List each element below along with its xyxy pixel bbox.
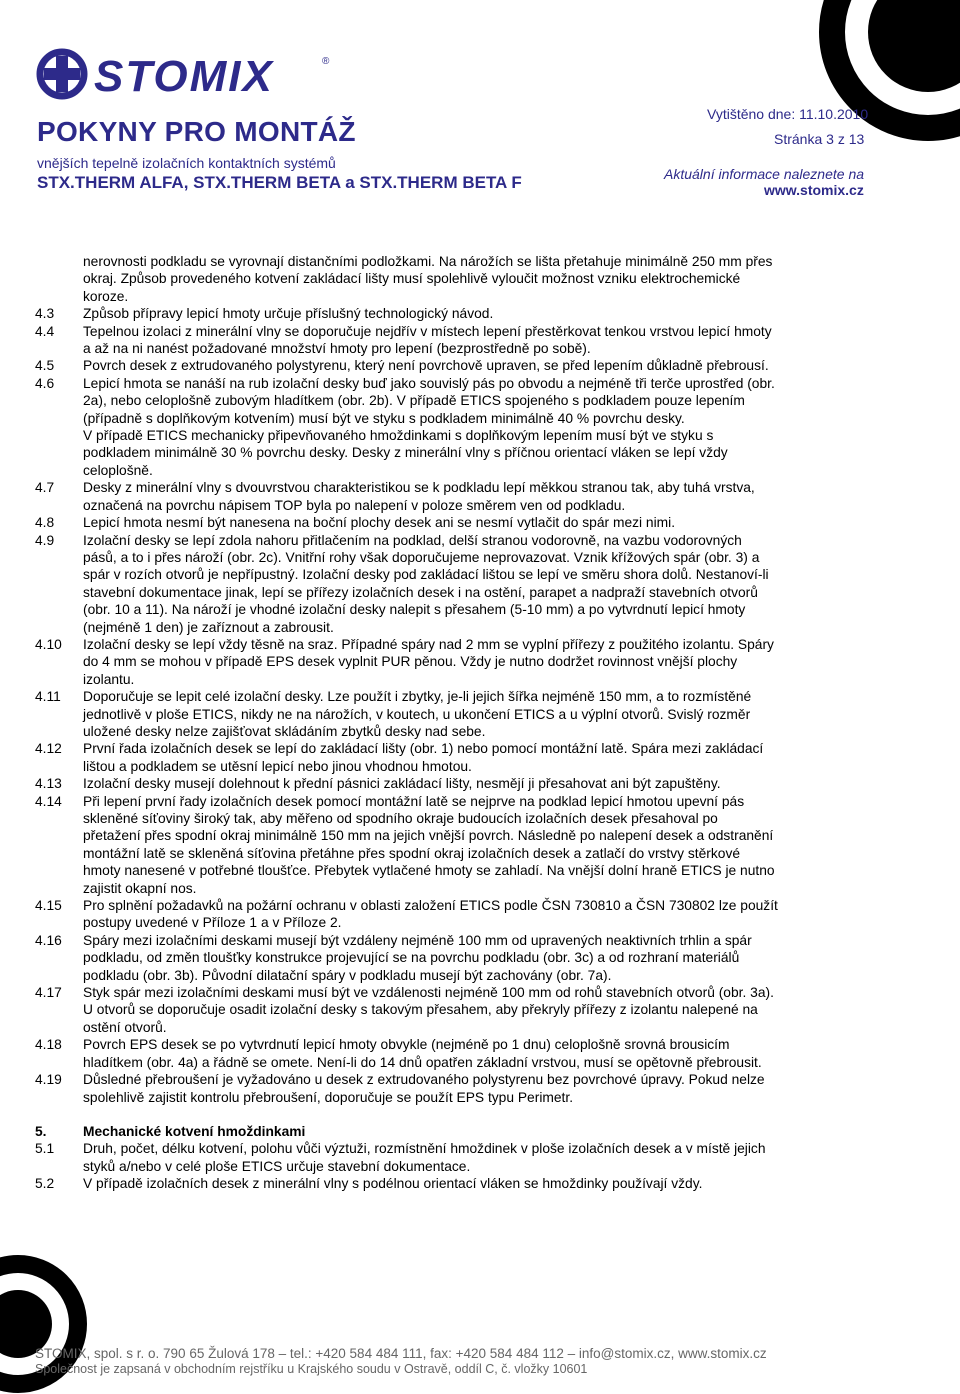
stomix-logo-icon <box>36 48 336 100</box>
text-line: izolantu. <box>83 671 135 687</box>
text-line: Při lepení první řady izolačních desek pomocí montážní latě se nejprve na podklad lepicí hmotou upevní pás <box>83 793 745 809</box>
numbered-item <box>35 793 875 897</box>
section-number: 5. <box>35 1123 47 1139</box>
numbered-item <box>35 740 875 775</box>
text-line: (případně s doplňkovým kotvením) musí být ve styku s podkladem minimálně 40 % povrchu desky. <box>83 410 685 426</box>
item-text <box>83 636 875 688</box>
item-number: 4.13 <box>35 776 62 792</box>
systems-title: STX.THERM ALFA, STX.THERM BETA a STX.THERM BETA F <box>37 173 522 192</box>
website-link[interactable]: www.stomix.cz <box>764 182 864 198</box>
item-text <box>83 984 875 1036</box>
numbered-item <box>35 1071 875 1106</box>
text-line: podkladu, od změn tloušťky konstrukce projevující se na povrchu podkladu (obr. 3c) a od rozhraní materiálů <box>83 950 740 966</box>
text-line: do 4 mm se mohou v případě EPS desek vyplnit PUR pěnou. Vždy je nutno dodržet rovinnost vnější plochy <box>83 654 738 670</box>
numbered-item <box>35 1175 875 1192</box>
text-line: jednotlivě v ploše ETICS, nikdy ne na nárožích, v koutech, u ukončení ETICS a u výplní otvorů. Svislý rozměr <box>83 706 751 722</box>
item-text <box>83 357 875 374</box>
numbered-item <box>35 897 875 932</box>
numbered-item <box>35 688 875 740</box>
item-text <box>83 1140 875 1175</box>
text-line: uložené desky nelze zajišťovat skládáním zbytků desky nad sebe. <box>83 723 486 739</box>
item-text <box>83 305 875 322</box>
numbered-item <box>35 479 875 514</box>
text-line: celoplošně. <box>83 462 153 478</box>
item-number: 4.14 <box>35 793 62 809</box>
item-number: 4.16 <box>35 932 62 948</box>
numbered-item <box>35 775 875 792</box>
text-line: Způsob přípravy lepicí hmoty určuje příslušný technologický návod. <box>83 306 494 322</box>
item-number: 4.10 <box>35 636 62 652</box>
text-line: hladítkem (obr. 4a) a řádně se omete. Není-li do 14 dnů opatřen základní vrstvou, musí se opětovně přebrousit. <box>83 1054 762 1070</box>
text-line: koroze. <box>83 288 129 304</box>
text-line: V případě ETICS mechanicky připevňovaného hmoždinkami s doplňkovým lepením musí být ve styku s <box>83 428 714 444</box>
item-text <box>83 793 875 897</box>
items-list <box>35 305 875 1106</box>
text-line: spár v rozích otvorů je nepřípustný. Izolační desky pod zakládací lištou se lepí ve směru shora dolů. Nestanoví-li <box>83 567 769 583</box>
item-number: 5.2 <box>35 1176 55 1192</box>
item-text <box>83 775 875 792</box>
numbered-item <box>35 375 875 479</box>
text-line: Druh, počet, délku kotvení, polohu vůči výztuži, rozmístnění hmoždinek v ploše izolačních desek a v místě jejich <box>83 1141 766 1157</box>
text-line: Tepelnou izolaci z minerální vlny se doporučuje nejdřív v místech lepení přestěrkovat tenkou vrstvou lepicí hmoty <box>83 323 772 339</box>
text-line: Desky z minerální vlny s dvouvrstvou charakteristikou se k podkladu lepí měkkou stranou tak, aby tuhá vrstva, <box>83 480 755 496</box>
item-text <box>83 688 875 740</box>
numbered-item <box>35 323 875 358</box>
text-line: Lepicí hmota nesmí být nanesena na boční plochy desek ani se nesmí vytlačit do spár mezi nimi. <box>83 515 676 531</box>
text-line: Styk spár mezi izolačními deskami musí být ve vzdálenosti nejméně 100 mm od rohů stavebních otvorů (obr. 3a). <box>83 985 774 1001</box>
document-body <box>35 253 875 1193</box>
text-line: Důsledné přebroušení je vyžadováno u desek z extrudovaného polystyrenu bez povrchové úpravy. Pokud nelze <box>83 1072 765 1088</box>
item-text <box>83 514 875 531</box>
numbered-item <box>35 1036 875 1071</box>
text-line: Doporučuje se lepit celé izolační desky. Lze použít i zbytky, je-li jejich šířka nejméně 150 mm, a to rozmístěné <box>83 689 752 705</box>
text-line: První řada izolačních desek se lepí do zakládací lišty (obr. 1) nebo pomocí montážní latě. Spára mezi zakládací <box>83 741 764 757</box>
info-note: Aktuální informace naleznete na <box>664 166 865 182</box>
numbered-item <box>35 636 875 688</box>
stomix-logo <box>36 48 336 100</box>
text-line: Povrch desek z extrudovaného polystyrenu, který není povrchově upraven, se před lepením důkladně přebrousí. <box>83 358 769 374</box>
numbered-item <box>35 984 875 1036</box>
logo-text: STOMIX <box>94 52 274 100</box>
item-number: 4.17 <box>35 985 62 1001</box>
text-line: Povrch EPS desek se po vytvrdnutí lepicí hmoty obvykle (nejméně po 1 dnu) celoplošně srovná brousicím <box>83 1037 730 1053</box>
items5-list <box>35 1140 875 1192</box>
text-line: Izolační desky se lepí zdola nahoru přitlačením na podklad, delší stranou vodorovně, na vazbu vodorovných <box>83 532 742 548</box>
item-number: 4.6 <box>35 375 55 391</box>
item-number: 4.7 <box>35 480 55 496</box>
text-line: Spáry mezi izolačními deskami musejí být vzdáleny nejméně 100 mm od upravených neaktivních trhlin a spár <box>83 932 752 948</box>
text-line: označená na povrchu nápisem TOP byla po nalepení v poloze směrem ven od podkladu. <box>83 497 626 513</box>
text-line: U otvorů se doporučuje osadit izolační desky s takovým přesahem, aby překryly přířezy z izolantu nalepené na <box>83 1002 758 1018</box>
numbered-item <box>35 1140 875 1175</box>
item-text <box>83 479 875 514</box>
text-line: Izolační desky musejí dolehnout k přední pásnici zakládací lišty, nesmějí ji přesahovat ani být zapuštěny. <box>83 776 721 792</box>
printed-date: Vytištěno dne: 11.10.2010 <box>707 106 869 122</box>
item-text <box>83 897 875 932</box>
text-line: V případě izolačních desek z minerální vlny s podélnou orientací vláken se hmoždinky používají vždy. <box>83 1176 703 1192</box>
section-title: Mechanické kotvení hmoždinkami <box>83 1123 306 1139</box>
text-line: postupy uvedené v Příloze 1 a v Příloze 2. <box>83 915 342 931</box>
text-line: lištou a podkladem se utěsní lepicí nebo jinou vhodnou hmotou. <box>83 758 472 774</box>
text-line: podkladu (obr. 3b). Původní dilatační spáry v podkladu musejí být zachovány (obr. 7a). <box>83 967 612 983</box>
text-line: podkladem minimálně 30 % povrchu desky. Desky z minerální vlny s příčnou orientací vláken se lepí vždy <box>83 445 728 461</box>
item-number: 4.4 <box>35 323 55 339</box>
item-text <box>83 1175 875 1192</box>
item-text <box>83 375 875 479</box>
item-number: 4.12 <box>35 741 62 757</box>
item-number: 4.5 <box>35 358 55 374</box>
text-line: (nejméně 1 den) je zaříznout a zabrousit. <box>83 619 334 635</box>
item-text <box>83 323 875 358</box>
intro-paragraph <box>35 253 875 305</box>
text-line: styků a/nebo v celé ploše ETICS určuje stavební dokumentace. <box>83 1158 471 1174</box>
svg-text:®: ® <box>322 56 330 67</box>
page-number: Stránka 3 z 13 <box>774 131 865 147</box>
text-line: montážní latě se skleněná síťovina přetáhne přes spodní okraj izolačních desek a zatlačí do vrstvy stěrkové <box>83 845 741 861</box>
item-text <box>83 740 875 775</box>
item-number: 4.15 <box>35 898 62 914</box>
page-title: POKYNY PRO MONTÁŽ <box>37 116 356 147</box>
text-line: pásů, a to i přes nároží (obr. 2c). Vnitřní rohy však doporučujeme neprovazovat. Vznik křížových spár (obr. 3) a <box>83 549 760 565</box>
text-line: okraj. Způsob provedeného kotvení zakládací lišty musí spolehlivě vyloučit možnost vzniku elektrochemické <box>83 271 741 287</box>
text-line: Izolační desky se lepí vždy těsně na sraz. Případné spáry nad 2 mm se vyplní přířezy z použitého izolantu. Spáry <box>83 636 774 652</box>
item-text <box>83 1071 875 1106</box>
item-number: 4.18 <box>35 1037 62 1053</box>
item-number: 4.11 <box>35 689 61 705</box>
text-line: stavební dokumentace jinak, lepí se přířezy izolačních desek i na ostění, parapet a nadpraží stavebních otvorů <box>83 584 758 600</box>
footer-registration: Společnost je zapsaná v obchodním rejstříku u Krajského soudu v Ostravě, oddíl C, č. vložky 10601 <box>35 1362 588 1376</box>
numbered-item <box>35 932 875 984</box>
numbered-item <box>35 514 875 531</box>
text-line: (obr. 10 a 11). Na nároží je vhodné izolační desky nalepit s přesahem (5-10 mm) a po vytvrdnutí lepicí hmoty <box>83 602 746 618</box>
section-heading <box>35 1123 875 1140</box>
text-line: skleněné síťoviny široký tak, aby měřeno od spodního okraje budoucích izolačních desek přesahoval po <box>83 811 718 826</box>
numbered-item <box>35 357 875 374</box>
footer-contact: STOMIX, spol. s r. o. 790 65 Žulová 178 – tel.: +420 584 484 111, fax: +420 584 484 112 – info@stomix.cz, www.stomix.cz <box>35 1346 767 1361</box>
item-text <box>83 1036 875 1071</box>
text-line: spolehlivě zajistit kontrolu přebroušení, doporučuje se použít EPS typu Perimetr. <box>83 1089 574 1105</box>
text-line: Pro splnění požadavků na požární ochranu v oblasti založení ETICS podle ČSN 730810 a ČSN 730802 lze použít <box>83 898 778 914</box>
numbered-item <box>35 305 875 322</box>
text-line: Lepicí hmota se nanáší na rub izolační desky buď jako souvislý pás po obvodu a nejméně tři terče uprostřed (obr. <box>83 375 775 391</box>
item-number: 4.9 <box>35 532 55 548</box>
item-text <box>83 532 875 636</box>
numbered-item <box>35 532 875 636</box>
item-number: 5.1 <box>35 1141 55 1157</box>
item-number: 4.8 <box>35 515 55 531</box>
text-line: přetažení přes spodní okraj minimálně 150 mm na jejich vnější povrch. Následně po nalepení desek a odstranění <box>83 828 774 844</box>
item-number: 4.3 <box>35 306 55 322</box>
text-line: a až na ni nanést požadované množství hmoty pro lepení (bezprostředně po sobě). <box>83 341 591 357</box>
text-line: hmoty nanesené v potřebné tloušťce. Přebytek vytlačené hmoty se zahladí. Na vnější dolní hraně ETICS je nutno <box>83 863 775 879</box>
item-number: 4.19 <box>35 1072 62 1088</box>
page-subtitle: vnějších tepelně izolačních kontaktních systémů <box>37 155 336 171</box>
item-text <box>83 932 875 984</box>
text-line: ostění otvorů. <box>83 1019 167 1035</box>
text-line: nerovnosti podkladu se vyrovnají distančními podložkami. Na nárožích se lišta přetahuje minimálně 250 mm přes <box>83 254 773 269</box>
text-line: 2a), nebo celoplošně zubovým hladítkem (obr. 2b). V případě ETICS spojeného s podkladem pouze lepením <box>83 393 745 409</box>
text-line: zajistit okapní nos. <box>83 880 197 896</box>
